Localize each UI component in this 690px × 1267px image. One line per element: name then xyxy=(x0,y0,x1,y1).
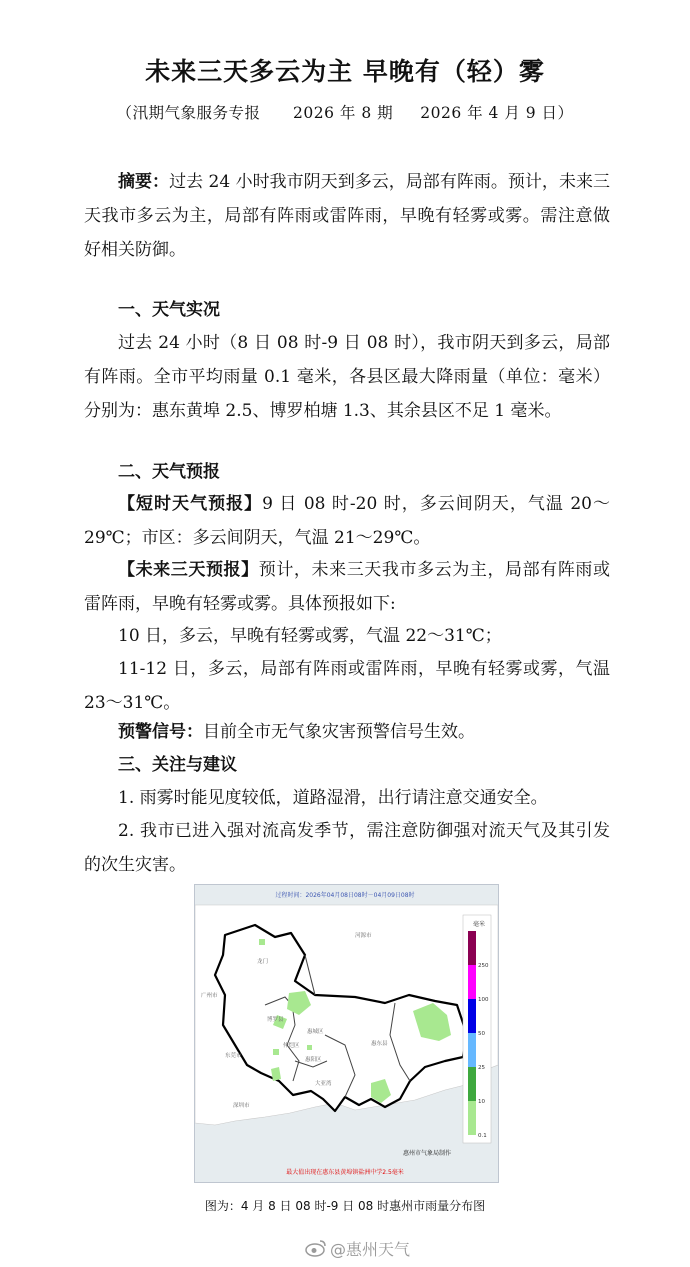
legend-tick-25: 25 xyxy=(478,1065,485,1071)
advice-item-2: 2. 我市已进入强对流高发季节，需注意防御强对流天气及其引发的次生灾害。 xyxy=(84,821,610,875)
label-huiyang: 惠阳区 xyxy=(305,1057,322,1063)
short-forecast-paragraph xyxy=(84,487,610,555)
legend-box xyxy=(463,915,491,1143)
weibo-watermark xyxy=(305,1236,410,1260)
report-subtitle: （汛期气象服务专报 2026 年 8 期 2026 年 4 月 9 日） xyxy=(116,104,574,122)
label-shenzhen: 深圳市 xyxy=(233,1103,250,1109)
short-forecast-text: 9 日 08 时-20 时，多云间阴天，气温 20～29℃；市区：多云间阴天，气温 21～29℃。 xyxy=(84,494,611,548)
weibo-logo-icon xyxy=(305,1239,327,1257)
legend-swatch-10 xyxy=(468,1067,476,1101)
label-huidong: 惠东县 xyxy=(371,1041,388,1047)
legend-unit: 毫米 xyxy=(473,921,486,928)
map-max-note: 最大值出现在惠东县黄埠镇盐洲中学2.5毫米 xyxy=(286,1169,404,1176)
three-day-label: 【未来三天预报】 xyxy=(118,560,259,580)
rain-dot-3 xyxy=(307,1045,312,1050)
advice-item-1: 1. 雨雾时能见度较低，道路湿滑，出行请注意交通安全。 xyxy=(118,788,548,808)
legend-swatch-25 xyxy=(468,1033,476,1067)
short-forecast-label: 【短时天气预报】 xyxy=(118,494,263,514)
forecast-day10: 10 日，多云，早晚有轻雾或雾，气温 22～31℃； xyxy=(118,626,502,646)
rainfall-map-svg xyxy=(195,885,498,1182)
legend-tick-10: 10 xyxy=(478,1099,485,1105)
legend-tick-100: 100 xyxy=(478,997,489,1003)
legend-tick-0-1: 0.1 xyxy=(478,1133,487,1139)
legend-swatch-250 xyxy=(468,931,476,965)
label-longmen: 龙门 xyxy=(257,959,269,965)
map-credit: 惠州市气象局制作 xyxy=(402,1150,452,1157)
rainfall-map xyxy=(194,884,499,1183)
map-caption: 图为：4 月 8 日 08 时-9 日 08 时惠州市雨量分布图 xyxy=(204,1199,486,1213)
summary-label: 摘要： xyxy=(118,172,170,192)
page-title: 未来三天多云为主 早晚有（轻）雾 xyxy=(145,57,545,86)
summary-paragraph xyxy=(84,165,610,267)
legend-swatch-0-1 xyxy=(468,1101,476,1135)
warning-paragraph xyxy=(84,715,610,749)
three-day-paragraph xyxy=(84,553,610,621)
legend-swatch-50 xyxy=(468,999,476,1033)
label-huicheng: 惠城区 xyxy=(307,1029,324,1035)
legend-tick-50: 50 xyxy=(478,1031,485,1037)
label-guangzhou: 广州市 xyxy=(201,993,218,999)
three-day-text: 预计，未来三天我市多云为主，局部有阵雨或雷阵雨，早晚有轻雾或雾。具体预报如下: xyxy=(84,560,611,614)
watermark-text: @惠州天气 xyxy=(330,1239,411,1259)
map-period: 过程时间：2026年04月08日08时－04月09日08时 xyxy=(275,892,415,899)
label-zhongkai: 仲恺区 xyxy=(283,1043,300,1049)
label-dayawan: 大亚湾 xyxy=(315,1081,332,1087)
section1-text: 过去 24 小时（8 日 08 时-9 日 08 时），我市阴天到多云，局部有阵雨。全市平均雨量 0.1 毫米，各县区最大降雨量（单位：毫米）分别为：惠东黄埠 2.5、博罗柏塘 1.3、其余县区不足 1 毫米。 xyxy=(84,333,610,421)
label-boluo: 博罗县 xyxy=(267,1017,284,1023)
warning-label: 预警信号： xyxy=(118,722,203,742)
legend-swatch-100 xyxy=(468,965,476,999)
map-legend xyxy=(463,915,491,1143)
legend-tick-250: 250 xyxy=(478,963,489,969)
rain-dot-2 xyxy=(273,1049,279,1055)
summary-text: 过去 24 小时我市阴天到多云，局部有阵雨。预计，未来三天我市多云为主，局部有阵雨或雷阵雨，早晚有轻雾或雾。需注意做好相关防御。 xyxy=(84,172,610,260)
section2-heading: 二、天气预报 xyxy=(118,462,220,482)
label-dongguan: 东莞市 xyxy=(225,1053,242,1059)
warning-text: 目前全市无气象灾害预警信号生效。 xyxy=(203,722,475,742)
section3-heading: 三、关注与建议 xyxy=(118,755,237,775)
section1-heading: 一、天气实况 xyxy=(118,300,220,320)
label-heyuan: 河源市 xyxy=(355,933,372,939)
forecast-day11-12: 11-12 日，多云，局部有阵雨或雷阵雨，早晚有轻雾或雾，气温 23～31℃。 xyxy=(84,659,610,713)
rain-dot-1 xyxy=(259,939,265,945)
